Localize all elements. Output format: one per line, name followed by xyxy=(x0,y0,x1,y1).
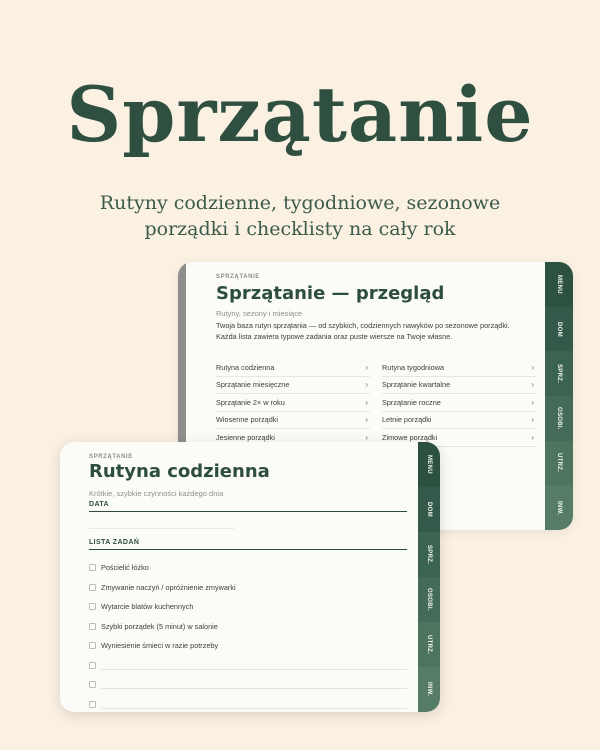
tab-menu[interactable] xyxy=(545,262,573,307)
tab-utrz[interactable] xyxy=(418,622,440,667)
link-rutyna-tygodniowa[interactable] xyxy=(382,359,536,377)
link-label: Rutyna tygodniowa xyxy=(382,362,445,372)
tab-label: SPRZ. xyxy=(556,364,562,384)
link-letnie-porzadki[interactable] xyxy=(382,412,536,430)
task-text: Wytarcie blatów kuchennych xyxy=(101,602,194,612)
tab-osobi[interactable] xyxy=(418,577,440,622)
daily-eyebrow: SPRZĄTANIE xyxy=(89,454,133,460)
write-in-line[interactable] xyxy=(101,708,407,709)
date-rule xyxy=(89,511,407,512)
hero-subtitle-line-1: Rutyny codzienne, tygodniowe, sezonowe xyxy=(99,192,501,214)
tab-label: UTRZ. xyxy=(426,634,432,655)
link-label: Rutyna codzienna xyxy=(216,362,275,372)
hero-title: Sprzątanie xyxy=(66,70,534,159)
task-list-label: LISTA ZADAŃ xyxy=(89,539,140,546)
chevron-right-icon: › xyxy=(365,415,368,425)
task-text: Zmywanie naczyń / opróżnienie zmywarki xyxy=(101,582,236,592)
task-text: Pościelić łóżko xyxy=(101,563,149,573)
checkbox[interactable] xyxy=(89,584,96,591)
task-item[interactable] xyxy=(89,597,407,617)
checkbox[interactable] xyxy=(89,681,96,688)
task-item[interactable] xyxy=(89,617,407,637)
overview-description: Twoja baza rutyn sprzątania — od szybkich, codziennych nawyków po sezonowe porządki. Każda lista zawiera typowe zadania oraz puste wiersze na Twoje własne. xyxy=(216,321,510,341)
checkbox[interactable] xyxy=(89,603,96,610)
task-text: Szybki porządek (5 minut) w salonie xyxy=(101,621,218,631)
daily-side-tabs xyxy=(418,442,440,712)
link-label: Sprzątanie 2× w roku xyxy=(216,397,285,407)
tab-inw[interactable] xyxy=(545,485,573,530)
link-wiosenne-porzadki[interactable] xyxy=(216,412,370,430)
task-item[interactable] xyxy=(89,578,407,598)
tab-label: SPRZ. xyxy=(426,544,432,565)
date-field-line[interactable] xyxy=(89,528,234,529)
daily-routine-page-preview xyxy=(60,442,440,712)
chevron-right-icon: › xyxy=(531,432,534,442)
tab-label: OSOBI. xyxy=(556,406,562,430)
chevron-right-icon: › xyxy=(365,380,368,390)
chevron-right-icon: › xyxy=(365,432,368,442)
empty-task-row[interactable] xyxy=(89,656,407,676)
link-label: Sprzątanie miesięczne xyxy=(216,380,290,390)
chevron-right-icon: › xyxy=(531,415,534,425)
tab-label: MENU xyxy=(556,274,562,294)
chevron-right-icon: › xyxy=(531,362,534,372)
tab-utrz[interactable] xyxy=(545,441,573,486)
tab-menu[interactable] xyxy=(418,442,440,487)
write-in-line[interactable] xyxy=(101,669,407,670)
hero-subtitle-line-2: porządki i checklisty na cały rok xyxy=(144,218,456,240)
tab-label: DOM xyxy=(556,321,562,337)
overview-title: Sprzątanie — przegląd xyxy=(216,283,445,304)
overview-eyebrow: SPRZĄTANIE xyxy=(216,274,260,280)
daily-subtitle: Krótkie, szybkie czynności każdego dnia xyxy=(89,489,224,498)
tab-dom[interactable] xyxy=(418,487,440,532)
tab-inw[interactable] xyxy=(418,667,440,712)
checkbox[interactable] xyxy=(89,662,96,669)
tab-sprz[interactable] xyxy=(545,351,573,396)
link-label: Wiosenne porządki xyxy=(216,415,279,425)
chevron-right-icon: › xyxy=(365,362,368,372)
link-sprzatanie-kwartalne[interactable] xyxy=(382,377,536,395)
tab-osobi[interactable] xyxy=(545,396,573,441)
empty-task-row[interactable] xyxy=(89,675,407,695)
chevron-right-icon: › xyxy=(531,380,534,390)
empty-task-row[interactable] xyxy=(89,695,407,713)
checkbox[interactable] xyxy=(89,564,96,571)
tab-dom[interactable] xyxy=(545,307,573,352)
overview-link-list xyxy=(216,359,536,447)
daily-title: Rutyna codzienna xyxy=(89,461,270,482)
link-label: Sprzątanie roczne xyxy=(382,397,441,407)
task-list xyxy=(89,558,407,712)
link-sprzatanie-roczne[interactable] xyxy=(382,394,536,412)
tab-label: UTRZ. xyxy=(556,453,562,473)
chevron-right-icon: › xyxy=(365,397,368,407)
overview-subtitle: Rutyny, sezony i miesiące xyxy=(216,309,303,318)
link-sprzatanie-2x-w-roku[interactable] xyxy=(216,394,370,412)
link-rutyna-codzienna[interactable] xyxy=(216,359,370,377)
link-label: Sprzątanie kwartalne xyxy=(382,380,451,390)
tab-sprz[interactable] xyxy=(418,532,440,577)
task-text: Wyniesienie śmieci w razie potrzeby xyxy=(101,641,219,651)
chevron-right-icon: › xyxy=(531,397,534,407)
task-list-rule xyxy=(89,549,407,550)
task-item[interactable] xyxy=(89,558,407,578)
link-label: Zimowe porządki xyxy=(382,432,438,442)
link-label: Letnie porządki xyxy=(382,415,432,425)
tab-label: MENU xyxy=(426,455,432,474)
tab-label: INW. xyxy=(426,682,432,697)
checkbox[interactable] xyxy=(89,623,96,630)
link-sprzatanie-miesieczne[interactable] xyxy=(216,377,370,395)
link-label: Jesienne porządki xyxy=(216,432,275,442)
checkbox[interactable] xyxy=(89,642,96,649)
date-label: DATA xyxy=(89,501,110,508)
task-item[interactable] xyxy=(89,636,407,656)
tab-label: DOM xyxy=(426,502,432,517)
tab-label: OSOBI. xyxy=(426,588,432,611)
overview-side-tabs xyxy=(545,262,573,530)
checkbox[interactable] xyxy=(89,701,96,708)
tab-label: INW. xyxy=(556,500,562,515)
write-in-line[interactable] xyxy=(101,688,407,689)
